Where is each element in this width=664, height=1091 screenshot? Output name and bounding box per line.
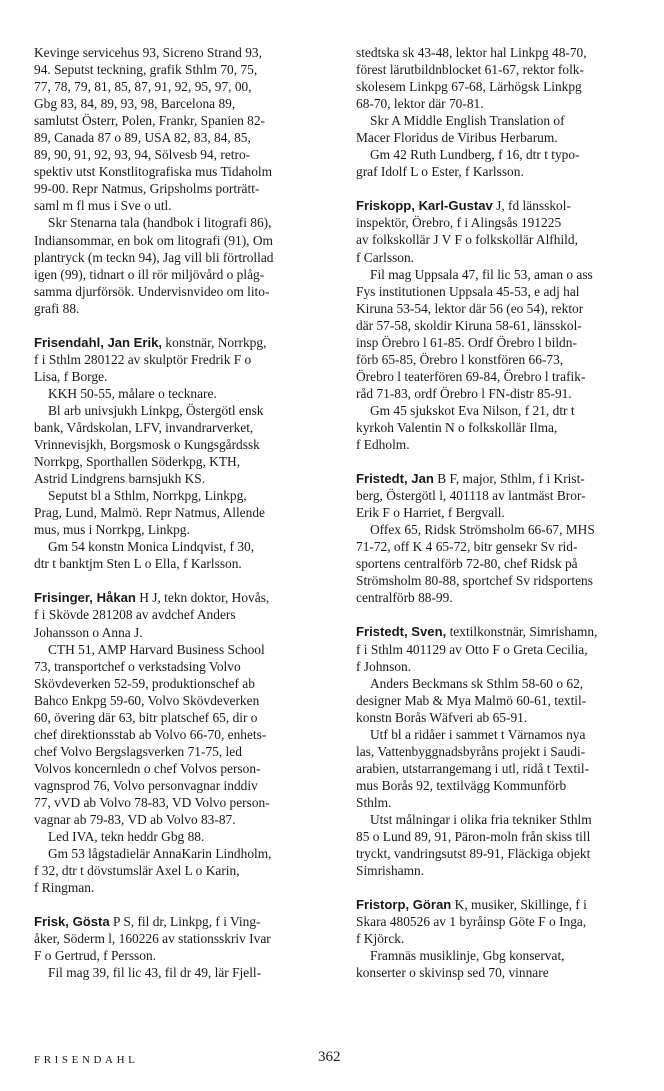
text-line: Strömsholm 80-88, sportchef Sv ridsportens [356, 573, 593, 589]
entry-name: Fristedt, Jan [356, 471, 434, 487]
entry-lead: textilkonstnär, Simrishamn, [446, 624, 598, 640]
biography-entry [356, 623, 644, 879]
entry-lead: K, musiker, Skillinge, f i [451, 897, 587, 913]
text-line: Gm 45 sjukskot Eva Nilson, f 21, dtr t [370, 402, 575, 418]
text-line: graf Idolf L o Ester, f Karlsson. [356, 164, 524, 180]
entry-heading-line [356, 623, 644, 640]
text-line: arabien, utstarrangemang i utl, ridå t Textil- [356, 760, 590, 776]
text-line: 94. Seputst teckning, grafik Sthlm 70, 75, [34, 62, 258, 78]
text-line: förest lärutbildnblocket 61-67, rektor folk- [356, 62, 584, 78]
text-line: chef Volvo Bergslagsverken 71-75, led [34, 743, 242, 759]
text-line: 85 o Lund 89, 91, Päron-moln från skiss till [356, 829, 591, 845]
text-line: saml m fl mus i Sve o utl. [34, 198, 172, 214]
biography-entry [34, 913, 322, 981]
entry-name: Fristedt, Sven, [356, 624, 447, 640]
text-line: vagnsprod 76, Volvo personvagnar inddiv [34, 777, 258, 793]
text-line: Volvos koncernledn o chef Volvos person- [34, 760, 261, 776]
text-line: Macer Floridus de Viribus Herbarum. [356, 130, 558, 146]
entry-lead: B F, major, Sthlm, f i Krist- [433, 471, 585, 487]
text-line: Skr Stenarna tala (handbok i litografi 86), [48, 215, 272, 231]
text-line: Bahco Enkpg 59-60, Volvo Skövdeverken [34, 692, 260, 708]
text-line: Lisa, f Borge. [34, 368, 108, 384]
text-line: Offex 65, Ridsk Strömsholm 66-67, MHS [370, 522, 595, 538]
text-line: f Johnson. [356, 658, 412, 674]
text-line: samma djurförsök. Undervisnvideo om lito- [34, 283, 270, 299]
biography-entry [356, 896, 644, 981]
text-line: berg, Östergötl l, 401118 av lantmäst Bror- [356, 488, 586, 504]
text-line: Erik F o Harriet, f Bergvall. [356, 505, 505, 521]
entry-heading-line [34, 913, 322, 930]
text-line: förb 65-85, Örebro l konstfören 66-73, [356, 351, 564, 367]
text-line: Kiruna 53-54, lektor där 56 (eo 54), rektor [356, 300, 584, 316]
entry-lead: H J, tekn doktor, Hovås, [135, 590, 270, 606]
text-line: plantryck (m teckn 94), Jag vill bli förtrollad [34, 249, 274, 265]
text-line: dtr t banktjm Sten L o Ella, f Karlsson. [34, 556, 242, 572]
text-line: Anders Beckmans sk Sthlm 58-60 o 62, [370, 675, 584, 691]
text-line: Simrishamn. [356, 863, 425, 879]
text-line: bank, Vårdskolan, LFV, invandrarverket, [34, 419, 254, 435]
text-line: vagnar ab 79-83, VD ab Volvo 83-87. [34, 812, 236, 828]
text-line: 60, övering där 63, bitr platschef 65, dir o [34, 709, 258, 725]
text-line: KKH 50-55, målare o tecknare. [48, 385, 217, 401]
text-line: Johansson o Anna J. [34, 624, 143, 640]
text-line: grafi 88. [34, 300, 80, 316]
text-line: Skövdeverken 52-59, produktionschef ab [34, 675, 255, 691]
text-line: Fil mag Uppsala 47, fil lic 53, aman o ass [370, 266, 593, 282]
text-line: Gbg 83, 84, 89, 93, 98, Barcelona 89, [34, 96, 236, 112]
text-line: Framnäs musiklinje, Gbg konservat, [370, 948, 565, 964]
text-line: Astrid Lindgrens barnsjukh KS. [34, 471, 206, 487]
biography-entry [34, 334, 322, 573]
text-line: sportens centralförb 72-80, chef Ridsk på [356, 556, 578, 572]
text-line: 89, Canada 87 o 89, USA 82, 83, 84, 85, [34, 130, 251, 146]
text-line: f i Skövde 281208 av avdchef Anders [34, 607, 236, 623]
text-line: konserter o skivinsp sed 70, vinnare [356, 965, 549, 981]
text-line: 71-72, off K 4 65-72, bitr gensekr Sv rid- [356, 539, 578, 555]
entry-heading-line [356, 470, 644, 487]
entry-name: Frisk, Gösta [34, 914, 110, 930]
text-line: Vrinnevisjkh, Borgsmosk o Kungsgårdssk [34, 437, 260, 453]
text-line: f i Sthlm 401129 av Otto F o Greta Cecilia, [356, 641, 588, 657]
text-line: Indiansommar, en bok om litografi (91), Om [34, 232, 273, 248]
text-line: 73, transportchef o verkstadsing Volvo [34, 658, 241, 674]
text-line: f Carlsson. [356, 249, 415, 265]
text-line: insp Örebro l 61-85. Ordf Örebro l bildn- [356, 334, 577, 350]
text-line: tryckt, vandringsutst 89-91, Fläckiga objekt [356, 846, 591, 862]
text-line: 89, 90, 91, 92, 93, 94, Sölvesb 94, retro- [34, 147, 251, 163]
text-line: 77, 78, 79, 81, 85, 87, 91, 92, 95, 97, 00, [34, 79, 252, 95]
text-line: mus Borås 92, textilvägg Kommunförb [356, 777, 567, 793]
text-line: samlutst Österr, Polen, Frankr, Spanien 82- [34, 113, 266, 129]
text-line: chef direktionsstab ab Volvo 66-70, enhets- [34, 726, 267, 742]
left-column [34, 44, 322, 998]
text-line: Utst målningar i olika fria tekniker Sthlm [370, 811, 592, 827]
biography-entry [34, 589, 322, 896]
entry-name: Frisinger, Håkan [34, 590, 136, 606]
text-line: mus, mus i Norrkpg, Linkpg. [34, 522, 190, 538]
text-line: CTH 51, AMP Harvard Business School [48, 641, 265, 657]
continued-entry [356, 44, 644, 180]
text-line: Gm 42 Ruth Lundberg, f 16, dtr t typo- [370, 147, 580, 163]
entry-heading-line [34, 589, 322, 606]
entry-name: Frisendahl, Jan Erik, [34, 334, 163, 350]
text-line: Örebro l teaterfören 69-84, Örebro l trafik- [356, 368, 586, 384]
text-line: åker, Söderm l, 160226 av stationsskriv Ivar [34, 931, 271, 947]
text-line: f Ringman. [34, 880, 95, 896]
entry-name: Friskopp, Karl-Gustav [356, 198, 493, 214]
entry-lead: J, fd länsskol- [492, 198, 571, 214]
entry-heading-line [34, 334, 322, 351]
text-line: Sthlm. [356, 794, 392, 810]
text-line: stedtska sk 43-48, lektor hal Linkpg 48-70, [356, 45, 587, 60]
text-line: centralförb 88-99. [356, 590, 453, 606]
text-line: Skr A Middle English Translation of [370, 113, 565, 129]
text-line: f 32, dtr t dövstumslär Axel L o Karin, [34, 863, 240, 879]
continued-entry [34, 44, 322, 317]
right-column [356, 44, 644, 998]
page-number: 362 [318, 1049, 341, 1065]
entry-heading-line [356, 197, 644, 214]
biography-entry [356, 197, 644, 453]
text-line: f Edholm. [356, 437, 410, 453]
entry-heading-line [356, 896, 644, 913]
biography-entry [356, 470, 644, 606]
entry-name: Fristorp, Göran [356, 897, 452, 913]
text-line: Utf bl a ridåer i sammet t Värnamos nya [370, 726, 586, 742]
text-line: konstn Borås Wäfveri ab 65-91. [356, 709, 528, 725]
text-line: där 57-58, skoldir Kiruna 58-61, länsskol- [356, 317, 582, 333]
text-line: Norrkpg, Sporthallen Söderkpg, KTH, [34, 454, 241, 470]
text-line: 99-00. Repr Natmus, Gripsholms porträtt- [34, 181, 260, 197]
text-line: designer Mab & Mya Malmö 60-61, textil- [356, 692, 587, 708]
text-line: Kevinge servicehus 93, Sicreno Strand 93, [34, 45, 262, 60]
text-line: Led IVA, tekn heddr Gbg 88. [48, 829, 205, 845]
text-line: råd 71-83, ordf Örebro l FN-distr 85-91. [356, 385, 572, 401]
text-line: Gm 54 konstn Monica Lindqvist, f 30, [48, 539, 255, 555]
text-line: kyrkoh Valentin N o folkskollär Ilma, [356, 419, 558, 435]
text-line: av folkskollär J V F o folkskollär Alfhild, [356, 232, 578, 248]
text-line: 77, vVD ab Volvo 78-83, VD Volvo person- [34, 794, 270, 810]
text-line: las, Vattenbyggnadsbyråns projekt i Saudi- [356, 743, 586, 759]
text-line: Gm 53 lågstadielär AnnaKarin Lindholm, [48, 846, 272, 862]
text-line: Seputst bl a Sthlm, Norrkpg, Linkpg, [48, 488, 247, 504]
text-line: f i Sthlm 280122 av skulptör Fredrik F o [34, 351, 252, 367]
text-line: F o Gertrud, f Persson. [34, 948, 156, 964]
text-line: Skara 480526 av 1 byråinsp Göte F o Inga, [356, 914, 587, 930]
entry-lead: konstnär, Norrkpg, [162, 334, 267, 350]
text-line: Fil mag 39, fil lic 43, fil dr 49, lär Fjell- [48, 965, 262, 981]
text-line: igen (99), tidnart o ill rör miljövård o plåg- [34, 266, 265, 282]
running-head: FRISENDAHL [34, 1054, 139, 1066]
text-line: Bl arb univsjukh Linkpg, Östergötl ensk [48, 402, 264, 418]
text-line: Prag, Lund, Malmö. Repr Natmus, Allende [34, 505, 265, 521]
text-line: skolesem Linkpg 67-68, Lärhögsk Linkpg [356, 79, 582, 95]
text-line: f Kjörck. [356, 931, 405, 947]
text-line: Fys institutionen Uppsala 45-53, e adj hal [356, 283, 580, 299]
entry-lead: P S, fil dr, Linkpg, f i Ving- [109, 914, 261, 930]
text-line: inspektör, Örebro, f i Alingsås 191225 [356, 215, 562, 231]
text-line: spektiv utst Konstlitografiska mus Tidaholm [34, 164, 273, 180]
text-line: 68-70, lektor där 70-81. [356, 96, 484, 112]
